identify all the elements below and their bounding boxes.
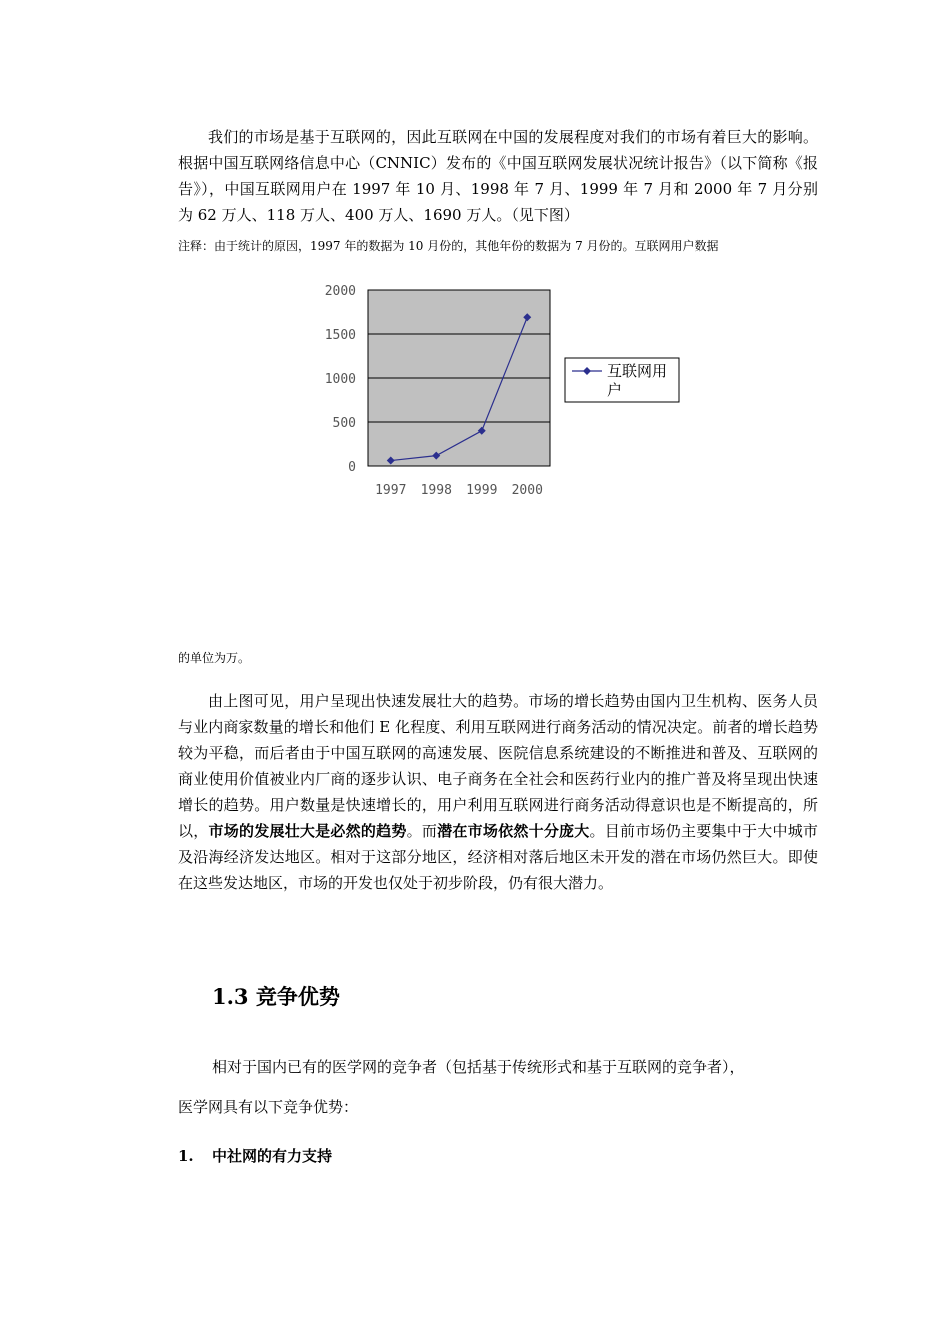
note-line-2: 的单位为万。: [178, 651, 251, 665]
legend-label-line-1: 互联网用: [607, 362, 668, 380]
x-tick-label-1997: 1997: [375, 483, 407, 498]
note-line-1: 注释：由于统计的原因，1997 年的数据为 10 月份的，其他年份的数据为 7 月份的。互联网用户数据: [178, 239, 719, 253]
analysis-text-2: 。而: [406, 822, 438, 840]
analysis-paragraph: [178, 688, 818, 896]
analysis-text-1: 由上图可见，用户呈现出快速发展壮大的趋势。市场的增长趋势由国内卫生机构、医务人员与业内商家数量的增长和他们 E 化程度、利用互联网进行商务活动的情况决定。前者的增长趋势较为平稳，而后者由于中国互联网的高速发展、医院信息系统建设的不断推进和普及、互联网的商业使用价值被业内厂商的逐步认识、电子商务在全社会和医药行业内的推广普及将呈现出快速增长的趋势。用户数量是快速增长的，用户利用互联网进行商务活动得意识也是不断提高的，所以，: [178, 692, 818, 840]
y-axis-ticks: [325, 284, 356, 475]
list-item-1: [178, 1144, 332, 1168]
y-tick-label-1500: 1500: [324, 328, 356, 343]
section-heading: 1.3 竞争优势: [212, 984, 340, 1009]
analysis-emphasis-2: 潜在市场依然十分庞大: [437, 822, 590, 840]
competition-line-2: 医学网具有以下竞争优势：: [178, 1098, 359, 1116]
competition-line-1: 相对于国内已有的医学网的竞争者（包括基于传统形式和基于互联网的竞争者），: [212, 1058, 745, 1076]
list-item-number: 1.: [178, 1147, 194, 1165]
intro-paragraph: 我们的市场是基于互联网的，因此互联网在中国的发展程度对我们的市场有着巨大的影响。根据中国互联网络信息中心（CNNIC）发布的《中国互联网发展状况统计报告》（以下简称《报告》），中国互联网用户在 1997 年 10 月、1998 年 7 月、1999 年 7 月和 2000 年 7 月分别为 62 万人、118 万人、400 万人、1690 万人。（见下图）: [178, 128, 818, 224]
x-tick-label-1999: 1999: [466, 483, 498, 498]
user-growth-chart: [310, 280, 690, 510]
x-axis-ticks: [375, 483, 543, 498]
y-tick-label-500: 500: [332, 416, 356, 431]
analysis-text-3: 。目前市场仍主要集中于大中城市及沿海经济发达地区。相对于这部分地区，经济相对落后地区未开发的潜在市场仍然巨大。即使在这些发达地区，市场的开发也仅处于初步阶段，仍有很大潜力。: [178, 822, 818, 892]
y-tick-label-0: 0: [348, 460, 356, 475]
analysis-emphasis-1: 市场的发展壮大是必然的趋势: [208, 822, 407, 840]
list-item-text: 中社网的有力支持: [212, 1147, 333, 1165]
legend-label-line-2: 户: [607, 381, 623, 399]
x-tick-label-2000: 2000: [511, 483, 543, 498]
y-tick-label-2000: 2000: [324, 284, 356, 299]
y-tick-label-1000: 1000: [324, 372, 356, 387]
x-tick-label-1998: 1998: [420, 483, 452, 498]
